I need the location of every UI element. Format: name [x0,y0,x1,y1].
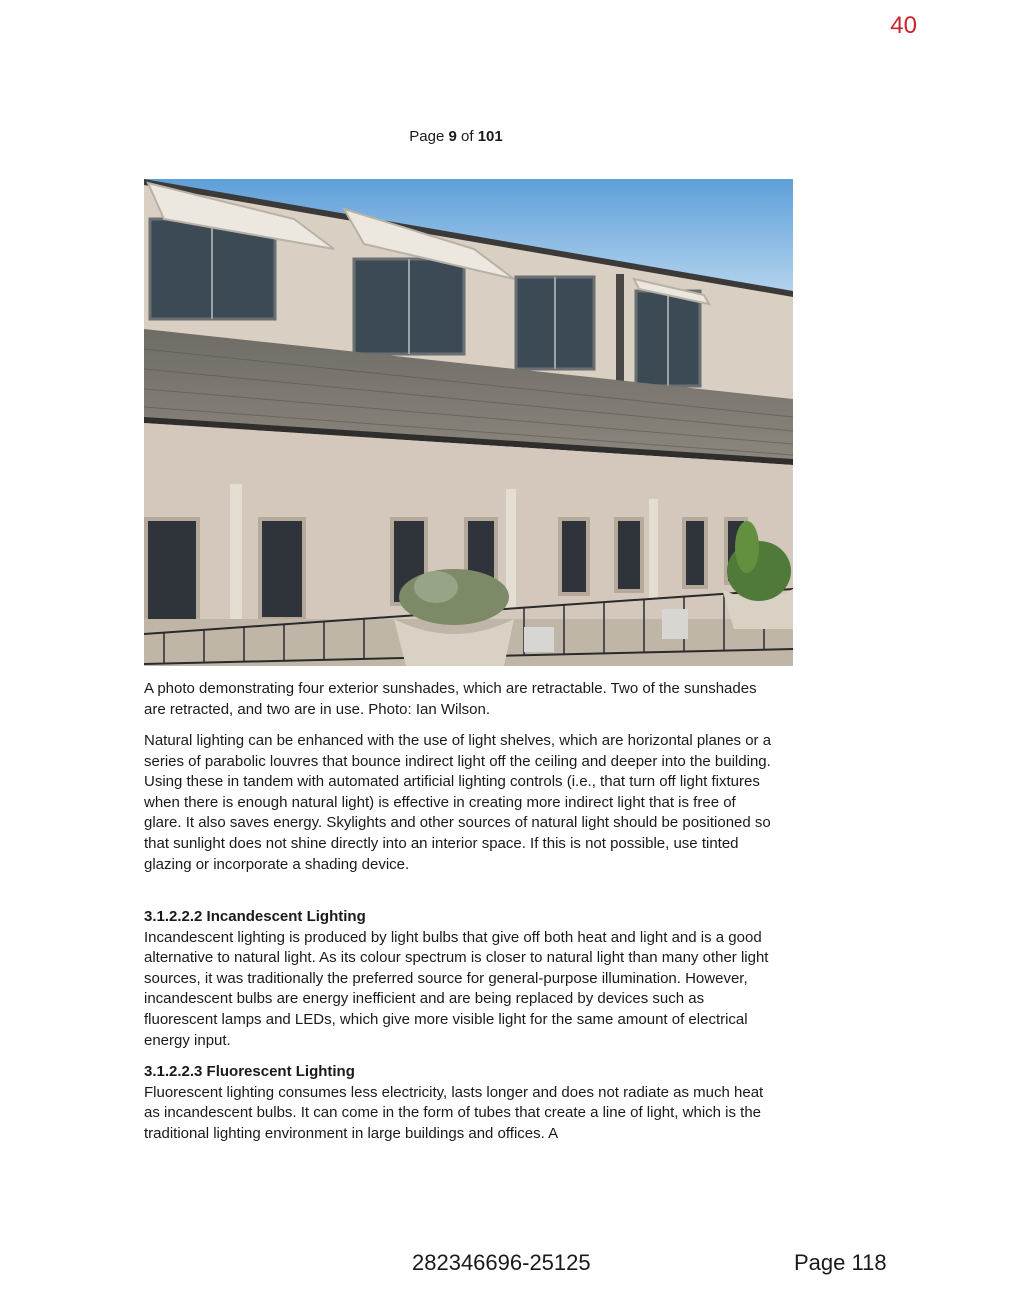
footer-page-number: Page 118 [794,1250,887,1275]
section-body: Fluorescent lighting consumes less electricity, lasts longer and does not radiate as much heat as incandescent bulbs. It can come in the form of tubes that create a line of light, which is the traditional lighting environment in large buildings and offices. A [144,1083,764,1142]
paragraph-text: Natural lighting can be enhanced with the use of light shelves, which are horizontal planes or a series of parabolic louvres that bounce indirect light off the ceiling and deeper into the building. Using these in tandem with automated artificial lighting controls (i.e., that turn off light fixtures when there is enough natural light) is effective in creating more indirect light that is free of glare. It also saves energy. Skylights and other sources of natural light should be positioned so that sunlight does not shine directly into an interior space. If this is not possible, use tinted glazing or incorporate a shading device. [144,732,772,873]
page-of-word: of [461,128,474,145]
page-current: 9 [448,128,457,145]
incandescent-section [144,907,774,1051]
photo-caption [144,679,774,720]
page-total: 101 [477,128,503,145]
natural-lighting-paragraph [144,731,774,875]
caption-text: A photo demonstrating four exterior sunshades, which are retractable. Two of the sunshades are retracted, and two are in use. Photo: Ian Wilson. [144,680,757,718]
fluorescent-section [144,1062,774,1144]
section-body: Incandescent lighting is produced by light bulbs that give off both heat and light and is a good alternative to natural light. As its colour spectrum is closer to natural light than many other light sources, it was traditionally the preferred source for general-purpose illumination. However, incandescent bulbs are energy inefficient and are being replaced by devices such as fluorescent lamps and LEDs, which give more visible light for the same amount of electrical energy input. [144,928,769,1049]
section-heading: 3.1.2.2.2 Incandescent Lighting [144,908,366,925]
corner-page-number: 40 [890,12,917,39]
section-heading: 3.1.2.2.3 Fluorescent Lighting [144,1063,355,1080]
footer-document-id: 282346696-25125 [412,1250,591,1275]
page-prefix: Page [409,128,445,145]
page-indicator [0,128,912,145]
building-photo [144,179,793,666]
